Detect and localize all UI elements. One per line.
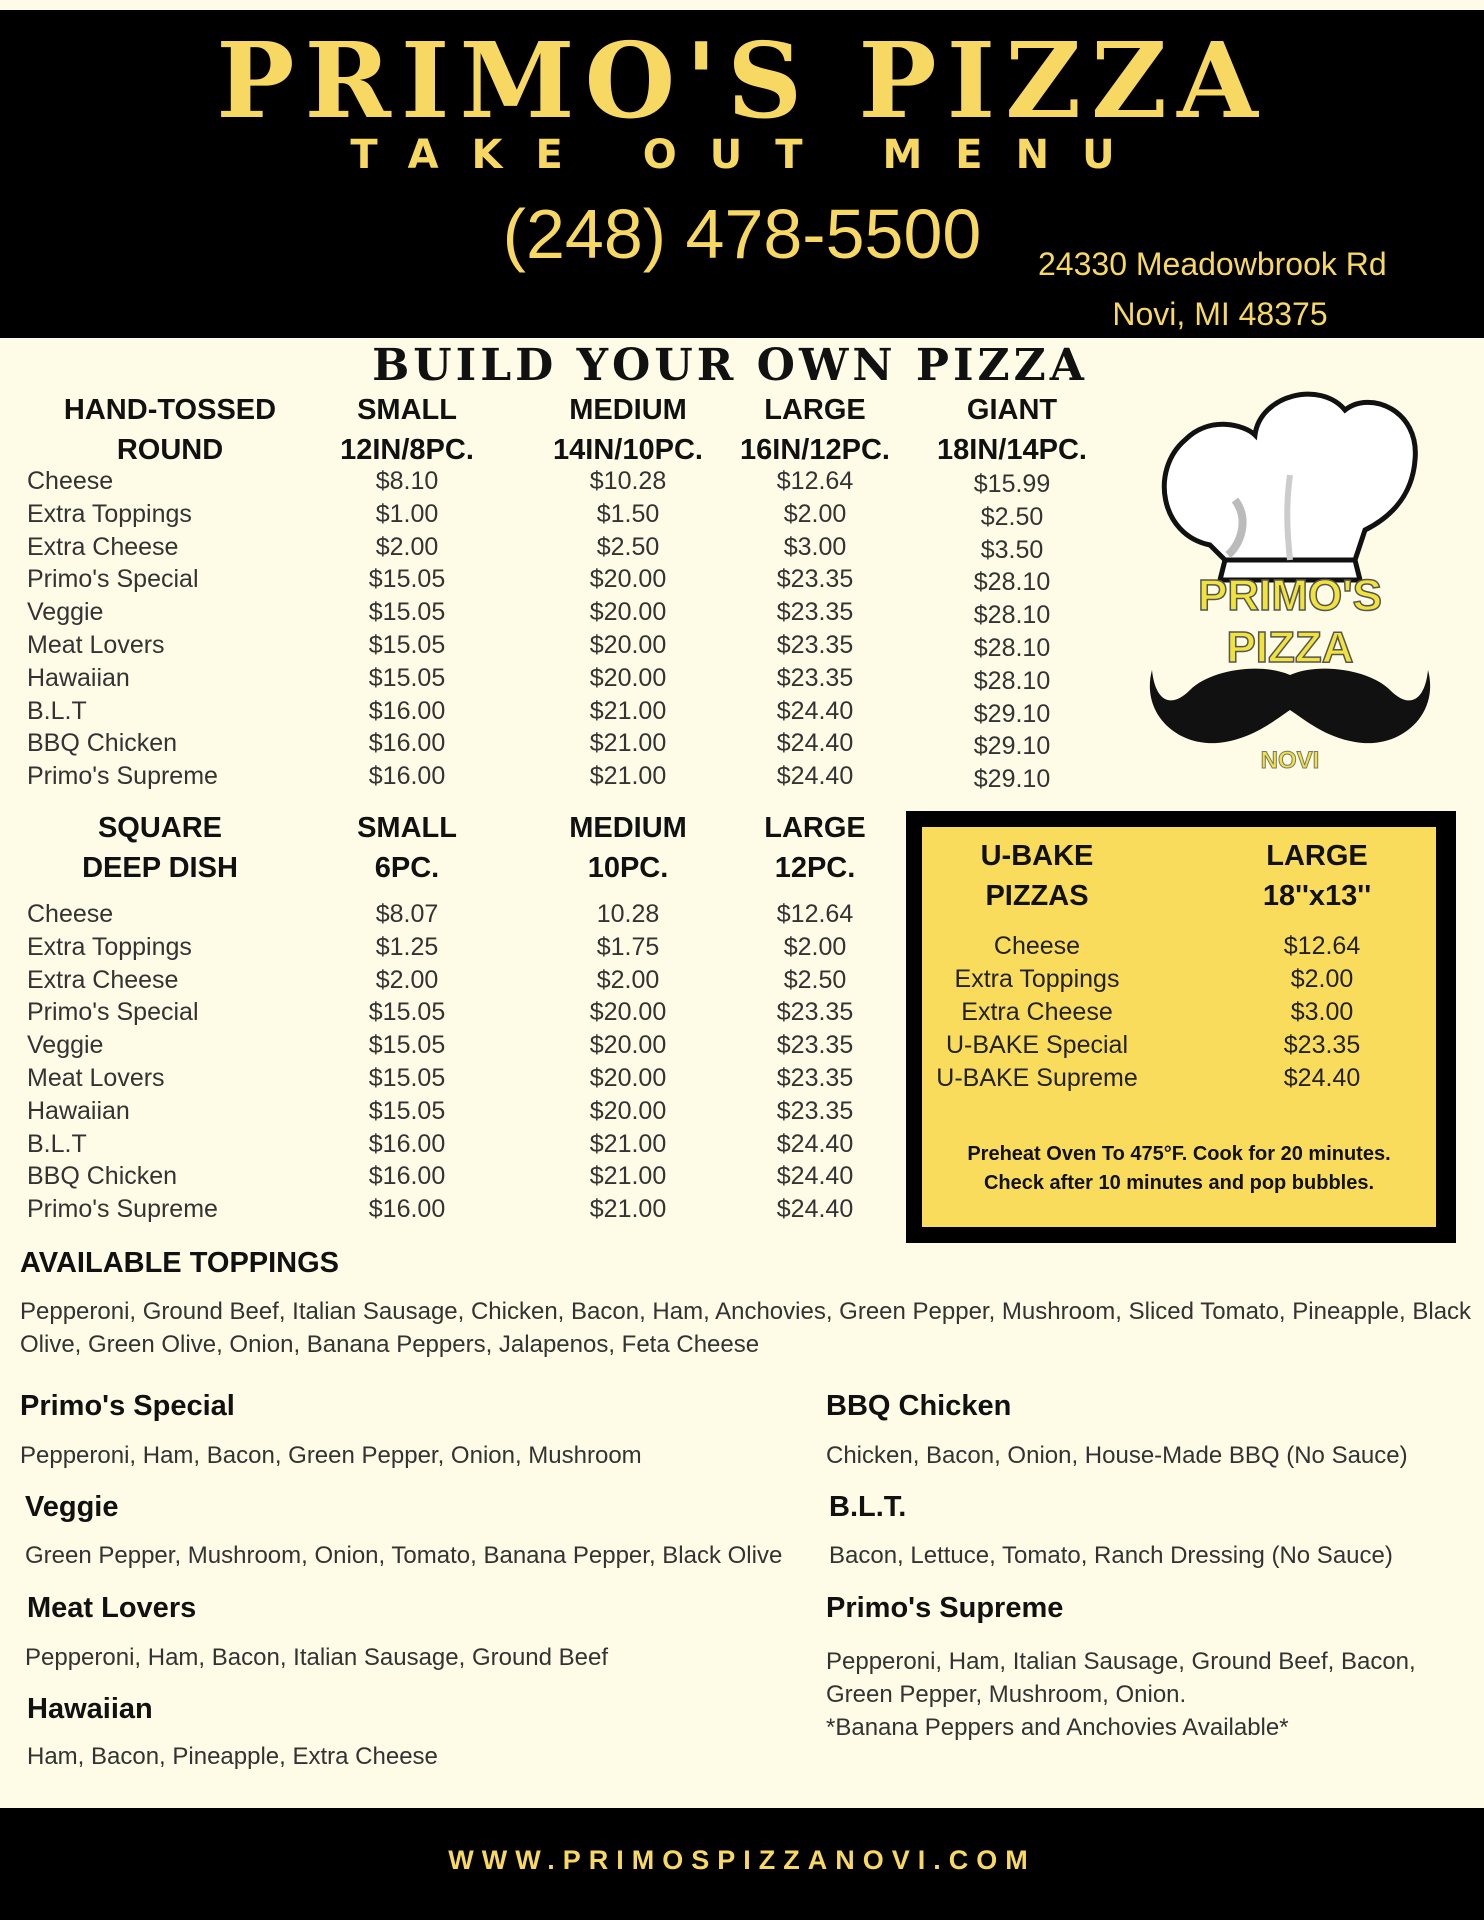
size-large-detail: 16IN/12PC.	[740, 434, 890, 466]
logo-text-line3: NOVI	[1260, 747, 1320, 774]
hand-tossed-price-cell: $8.10	[375, 467, 439, 495]
hand-tossed-price-cell: $20.00	[589, 663, 667, 692]
deep-dish-price-cell: $20.00	[589, 998, 667, 1027]
deep-dish-price-cell: $2.00	[375, 965, 439, 994]
hand-tossed-price-cell: $28.10	[973, 634, 1051, 662]
deep-dish-price-cell: $2.00	[596, 965, 660, 994]
hand-tossed-price-cell: $28.10	[973, 601, 1051, 630]
deep-dish-row-label: Extra Toppings	[27, 932, 192, 961]
deep-dish-price-cell: $12.64	[776, 900, 854, 928]
deep-dish-price-cell: $16.00	[368, 1129, 446, 1158]
hand-tossed-price-cell: $24.40	[776, 729, 854, 758]
chef-logo	[1140, 370, 1440, 780]
hand-tossed-price-cell: $28.10	[973, 568, 1051, 597]
specialty-blt-desc: Bacon, Lettuce, Tomato, Ranch Dressing (No Sauce)	[829, 1542, 1393, 1569]
size-medium-heading: MEDIUM	[569, 394, 687, 426]
deep-dish-price-cell: $20.00	[589, 1064, 667, 1092]
ubake-heading-line2: PIZZAS	[985, 880, 1089, 912]
deep-dish-price-cell: 10.28	[596, 900, 660, 928]
ubake-row-label: Cheese	[993, 932, 1081, 960]
hand-tossed-row-label: Cheese	[27, 467, 114, 495]
deep-dish-price-cell: $21.00	[589, 1162, 667, 1191]
deep-dish-price-cell: $21.00	[589, 1195, 667, 1224]
specialty-veggie-desc: Green Pepper, Mushroom, Onion, Tomato, Banana Pepper, Black Olive	[25, 1542, 783, 1569]
hand-tossed-price-cell: $21.00	[589, 696, 667, 725]
specialty-veggie-name: Veggie	[25, 1491, 119, 1523]
deep-dish-row-label: Hawaiian	[27, 1096, 130, 1125]
ubake-price-cell: $24.40	[1283, 1064, 1361, 1092]
hand-tossed-row-label: Veggie	[27, 598, 104, 627]
hand-tossed-price-cell: $3.50	[980, 535, 1044, 564]
ubake-heading-line1: U-BAKE	[980, 840, 1094, 872]
deep-dish-row-label: B.L.T	[27, 1129, 87, 1158]
deep-dish-price-cell: $15.05	[368, 1064, 446, 1092]
ubake-row-label: U-BAKE Special	[945, 1031, 1129, 1059]
deep-dish-row-label: Primo's Special	[27, 998, 199, 1027]
deep-dish-price-cell: $20.00	[589, 1031, 667, 1060]
specialty-hawaiian-name: Hawaiian	[27, 1693, 153, 1725]
hand-tossed-price-cell: $15.05	[368, 631, 446, 659]
deep-dish-price-cell: $2.50	[783, 965, 847, 994]
specialty-primos-special-desc: Pepperoni, Ham, Bacon, Green Pepper, Onion, Mushroom	[20, 1442, 642, 1469]
toppings-list-line2: Olive, Green Olive, Onion, Banana Peppers, Jalapenos, Feta Cheese	[20, 1331, 760, 1358]
deep-dish-heading-line1: SQUARE	[97, 812, 223, 844]
specialty-meat-lovers-desc: Pepperoni, Ham, Bacon, Italian Sausage, Ground Beef	[25, 1644, 609, 1671]
deep-dish-price-cell: $8.07	[375, 900, 439, 928]
hand-tossed-price-cell: $15.05	[368, 565, 446, 594]
hand-tossed-price-cell: $16.00	[368, 729, 446, 758]
hand-tossed-price-cell: $16.00	[368, 696, 446, 725]
dd-size-medium-heading: MEDIUM	[569, 812, 687, 844]
deep-dish-row-label: Meat Lovers	[27, 1064, 165, 1092]
deep-dish-price-cell: $23.35	[776, 1064, 854, 1092]
deep-dish-price-cell: $15.05	[368, 998, 446, 1027]
hand-tossed-price-cell: $2.00	[375, 532, 439, 561]
hand-tossed-price-cell: $23.35	[776, 663, 854, 692]
ubake-price-cell: $3.00	[1290, 998, 1354, 1026]
hand-tossed-price-cell: $29.10	[973, 699, 1051, 728]
deep-dish-row-label: Extra Cheese	[27, 965, 179, 994]
logo-text-line2: PIZZA	[1226, 623, 1354, 672]
address-city: Novi, MI 48375	[1112, 296, 1328, 332]
deep-dish-price-cell: $15.05	[368, 1031, 446, 1060]
dd-size-large-heading: LARGE	[764, 812, 866, 844]
size-giant-detail: 18IN/14PC.	[937, 434, 1087, 466]
deep-dish-row-label: Primo's Supreme	[27, 1195, 218, 1224]
hand-tossed-price-cell: $21.00	[589, 762, 667, 791]
size-small-heading: SMALL	[357, 394, 457, 426]
dd-size-small-detail: 6PC.	[374, 852, 440, 884]
size-small-detail: 12IN/8PC.	[340, 434, 474, 466]
ubake-row-label: Extra Toppings	[954, 965, 1120, 993]
deep-dish-price-cell: $1.75	[596, 932, 660, 961]
deep-dish-row-label: Cheese	[27, 900, 114, 928]
specialty-primos-supreme-name: Primo's Supreme	[826, 1592, 1064, 1624]
hand-tossed-row-label: BBQ Chicken	[27, 729, 178, 758]
hand-tossed-price-cell: $29.10	[973, 732, 1051, 761]
hand-tossed-heading-line1: HAND-TOSSED	[63, 394, 277, 426]
specialty-hawaiian-desc: Ham, Bacon, Pineapple, Extra Cheese	[27, 1743, 438, 1770]
ubake-note-line1: Preheat Oven To 475°F. Cook for 20 minutes.	[967, 1143, 1391, 1165]
hand-tossed-price-cell: $23.35	[776, 598, 854, 627]
hand-tossed-heading-line2: ROUND	[116, 434, 224, 466]
address-street: 24330 Meadowbrook Rd	[1038, 246, 1387, 282]
hand-tossed-price-cell: $10.28	[589, 467, 667, 495]
hand-tossed-price-cell: $24.40	[776, 696, 854, 725]
specialty-blt-name: B.L.T.	[829, 1491, 907, 1523]
deep-dish-price-cell: $16.00	[368, 1162, 446, 1191]
hand-tossed-price-cell: $24.40	[776, 762, 854, 791]
specialty-primos-supreme-desc-line3: *Banana Peppers and Anchovies Available*	[826, 1714, 1289, 1741]
hand-tossed-price-cell: $15.05	[368, 663, 446, 692]
deep-dish-price-cell: $24.40	[776, 1162, 854, 1191]
hand-tossed-row-label: Primo's Special	[27, 565, 199, 594]
specialty-primos-supreme-desc-line2: Green Pepper, Mushroom, Onion.	[826, 1681, 1187, 1708]
logo-text-line1: PRIMO'S	[1197, 571, 1383, 620]
ubake-row-label: U-BAKE Supreme	[936, 1064, 1138, 1092]
hand-tossed-row-label: Meat Lovers	[27, 631, 165, 659]
deep-dish-price-cell: $21.00	[589, 1129, 667, 1158]
hand-tossed-row-label: Hawaiian	[27, 663, 130, 692]
specialty-bbq-chicken-name: BBQ Chicken	[826, 1390, 1012, 1422]
hand-tossed-price-cell: $23.35	[776, 565, 854, 594]
dd-size-large-detail: 12PC.	[774, 852, 856, 884]
ubake-note-line2: Check after 10 minutes and pop bubbles.	[983, 1172, 1375, 1194]
deep-dish-price-cell: $23.35	[776, 1096, 854, 1125]
hand-tossed-price-cell: $2.50	[980, 502, 1044, 531]
ubake-size-heading: LARGE	[1266, 840, 1368, 872]
hand-tossed-row-label: B.L.T	[27, 696, 87, 725]
hand-tossed-row-label: Extra Toppings	[27, 499, 192, 528]
ubake-size-detail: 18''x13''	[1262, 880, 1372, 912]
hand-tossed-price-cell: $20.00	[589, 565, 667, 594]
hand-tossed-price-cell: $21.00	[589, 729, 667, 758]
hand-tossed-row-label: Extra Cheese	[27, 532, 179, 561]
hand-tossed-price-cell: $12.64	[776, 467, 854, 495]
size-giant-heading: GIANT	[966, 394, 1058, 426]
deep-dish-row-label: BBQ Chicken	[27, 1162, 178, 1191]
deep-dish-price-cell: $1.25	[375, 932, 439, 961]
restaurant-title: PRIMO'S PIZZA	[216, 19, 1268, 142]
size-medium-detail: 14IN/10PC.	[553, 434, 703, 466]
ubake-price-cell: $2.00	[1290, 965, 1354, 993]
deep-dish-heading-line2: DEEP DISH	[82, 852, 238, 884]
hand-tossed-price-cell: $15.05	[368, 598, 446, 627]
deep-dish-row-label: Veggie	[27, 1031, 104, 1060]
toppings-list-line1: Pepperoni, Ground Beef, Italian Sausage, Chicken, Bacon, Ham, Anchovies, Green Pepper, Mushroom, Sliced Tomato, Pineapple, Black	[20, 1298, 1472, 1325]
deep-dish-price-cell: $16.00	[368, 1195, 446, 1224]
hand-tossed-price-cell: $20.00	[589, 598, 667, 627]
dd-size-medium-detail: 10PC.	[587, 852, 669, 884]
hand-tossed-price-cell: $23.35	[776, 631, 854, 659]
toppings-heading: AVAILABLE TOPPINGS	[20, 1247, 340, 1279]
hand-tossed-price-cell: $29.10	[973, 765, 1051, 794]
hand-tossed-price-cell: $1.00	[375, 499, 439, 528]
specialty-primos-supreme-desc-line1: Pepperoni, Ham, Italian Sausage, Ground Beef, Bacon,	[826, 1648, 1416, 1675]
build-your-own-title: BUILD YOUR OWN PIZZA	[372, 340, 1088, 391]
hand-tossed-price-cell: $3.00	[783, 532, 847, 561]
hand-tossed-price-cell: $15.99	[973, 470, 1051, 498]
deep-dish-price-cell: $2.00	[783, 932, 847, 961]
phone-number[interactable]: (248) 478-5500	[502, 195, 982, 273]
menu-subtitle: TAKE OUT MENU	[350, 132, 1148, 178]
deep-dish-price-cell: $23.35	[776, 1031, 854, 1060]
hand-tossed-price-cell: $2.50	[596, 532, 660, 561]
chef-hat-icon	[1164, 394, 1415, 580]
hand-tossed-price-cell: $20.00	[589, 631, 667, 659]
size-large-heading: LARGE	[764, 394, 866, 426]
website-link[interactable]: WWW.PRIMOSPIZZANOVI.COM	[448, 1845, 1036, 1875]
deep-dish-price-cell: $20.00	[589, 1096, 667, 1125]
hand-tossed-price-cell: $16.00	[368, 762, 446, 791]
hand-tossed-row-label: Primo's Supreme	[27, 762, 218, 791]
dd-size-small-heading: SMALL	[357, 812, 457, 844]
specialty-meat-lovers-name: Meat Lovers	[27, 1592, 197, 1624]
deep-dish-price-cell: $24.40	[776, 1195, 854, 1224]
ubake-price-cell: $23.35	[1283, 1031, 1361, 1059]
specialty-bbq-chicken-desc: Chicken, Bacon, Onion, House-Made BBQ (No Sauce)	[826, 1442, 1408, 1469]
hand-tossed-price-cell: $1.50	[596, 499, 660, 528]
mustache-icon	[1150, 669, 1430, 743]
deep-dish-price-cell: $24.40	[776, 1129, 854, 1158]
deep-dish-price-cell: $23.35	[776, 998, 854, 1027]
hand-tossed-price-cell: $28.10	[973, 666, 1051, 695]
ubake-price-cell: $12.64	[1283, 932, 1361, 960]
hand-tossed-price-cell: $2.00	[783, 499, 847, 528]
deep-dish-price-cell: $15.05	[368, 1096, 446, 1125]
specialty-primos-special-name: Primo's Special	[20, 1390, 235, 1422]
ubake-row-label: Extra Cheese	[961, 998, 1113, 1026]
